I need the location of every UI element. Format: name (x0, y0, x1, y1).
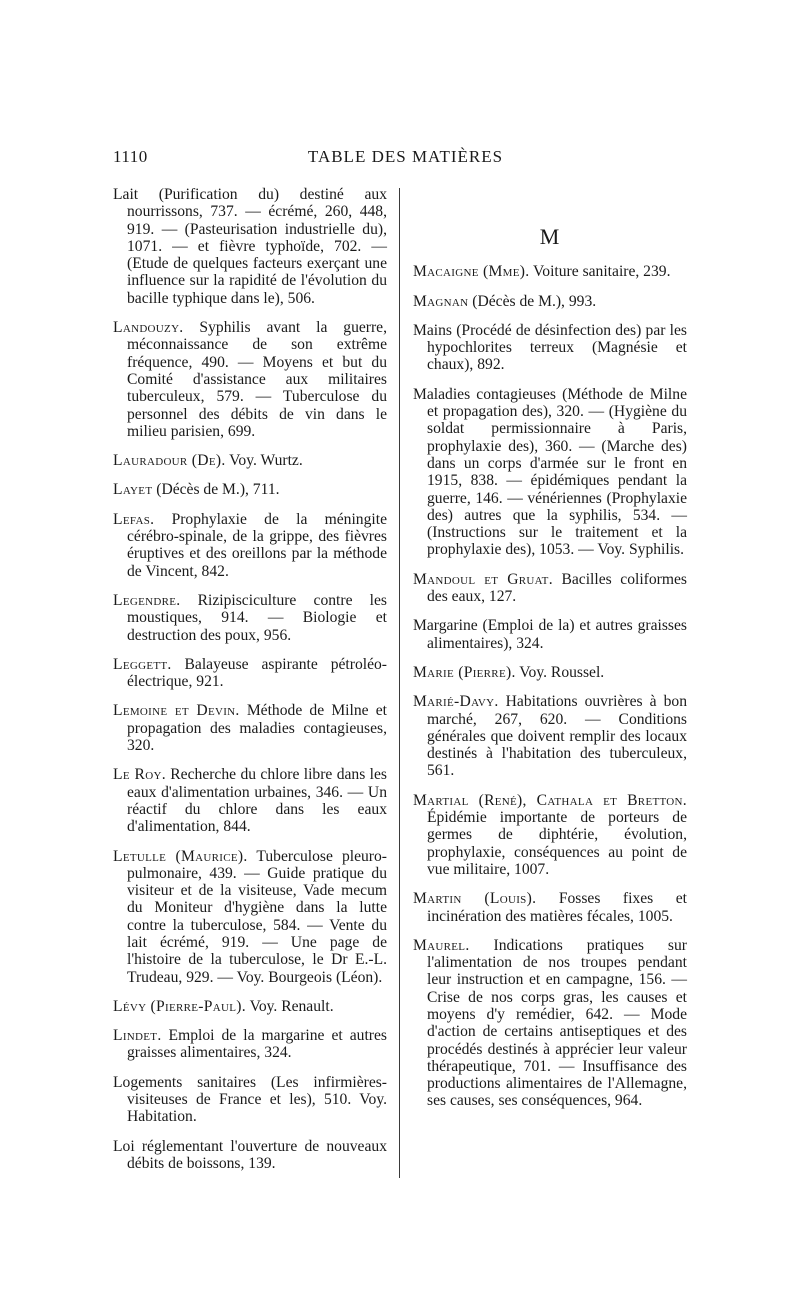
entry-headword: Maurel. (413, 936, 470, 954)
entry-headword: Mandoul et Gruat. (413, 570, 553, 588)
index-entry (113, 848, 387, 986)
entry-text: Recherche du chlore libre dans les eaux d'alimentation urbaines, 346. — Un réactif du chlore dans les eaux d'alimentation, 844. (127, 766, 387, 836)
entry-headword: Le Roy. (113, 766, 166, 784)
entry-headword: Landouzy. (113, 319, 184, 337)
entry-text: Loi réglementant l'ouverture de nouveaux débits de boissons, 139. (113, 1137, 387, 1172)
left-column (113, 186, 387, 1184)
index-entry (113, 702, 387, 754)
entry-text: Épidémie importante de porteurs de germes de diphtérie, évolution, prophylaxie, conséquences au point de vue militaire, 1007. (427, 809, 687, 878)
index-entry (413, 693, 687, 779)
entry-headword: Marie (Pierre). (413, 663, 516, 681)
entry-text: Habitations ouvrières à bon marché, 267, 620. — Conditions générales que doivent remplir des locaux destinés à l'habitation des tuberculeux, 561. (427, 693, 687, 780)
index-entry (413, 617, 687, 652)
entry-headword: Martin (Louis). (413, 890, 537, 908)
entry-text: Indications pratiques sur l'alimentation de nos troupes pendant leur instruction et en campagne, 156. — Crise de nos corps gras, les causes et moyens d'y remédier, 642. — Mode d'action de certains antiseptiques et des procédés destinés à apprécier leur valeur thérapeutique, 701. — Insuffisance des productions alimentaires de l'Allemagne, ses causes, ses conséquences, 964. (427, 936, 687, 1110)
entry-text: Tuberculose pleuro-pulmonaire, 439. — Guide pratique du visiteur et de la visiteuse, Vade mecum du Moniteur d'hygiène dans la lutte contre la tuberculose, 584. — Vente du lait écrémé, 919. — Une page de l'histoire de la tuberculose, le Dr E.-L. Trudeau, 929. — Voy. Bourgeois (Léon). (127, 847, 387, 986)
entry-text: Voy. Renault. (249, 997, 334, 1015)
entry-text: (Décès de M.), 711. (156, 481, 280, 499)
index-entry (113, 511, 387, 580)
index-entry (113, 319, 387, 440)
right-column (413, 224, 687, 1122)
entry-headword: Lévy (Pierre-Paul). (113, 997, 246, 1015)
entry-headword: Lindet. (113, 1027, 162, 1045)
entry-text: Margarine (Emploi de la) et autres graisses alimentaires), 324. (413, 617, 687, 652)
entry-text: Mains (Procédé de désinfection des) par les hypochlorites terreux (Magnésie et chaux), 892. (413, 321, 687, 374)
index-entry (113, 766, 387, 835)
entry-headword: Lemoine et Devin. (113, 702, 240, 720)
entry-headword: Lefas. (113, 510, 155, 528)
entry-headword: Martial (René), Cathala et Bretton. (413, 791, 687, 809)
section-letter: M (539, 224, 561, 249)
index-entry (413, 386, 687, 559)
column-divider (399, 188, 400, 1178)
entry-text: Maladies contagieuses (Méthode de Milne et propagation des), 320. — (Hygiène du soldat permissionnaire à Paris, prophylaxie des), 360. — (Marche des) dans un corps d'armée sur le front en 1915, 838. — épidémiques pendant la guerre, 146. — vénériennes (Prophylaxie des) autres que la syphilis, 534. — (Instructions sur le traitement et la prophylaxie des), 1053. — Voy. Syphilis. (413, 385, 687, 559)
entry-headword: Letulle (Maurice). (113, 847, 248, 865)
index-entry (113, 998, 387, 1015)
entry-text: Bacilles coliformes des eaux, 127. (427, 570, 687, 606)
entry-text: Voy. Roussel. (519, 663, 605, 681)
entry-text: Emploi de la margarine et autres graisses alimentaires, 324. (127, 1027, 387, 1062)
entry-headword: Legendre. (113, 591, 181, 609)
page-header (113, 147, 698, 177)
index-entry (413, 792, 687, 878)
entry-headword: Layet (113, 481, 153, 499)
index-entry (113, 1138, 387, 1173)
entry-headword: Macaigne (Mme). (413, 263, 530, 281)
index-entry (113, 481, 387, 498)
entry-headword: Lauradour (De). (113, 452, 226, 470)
entry-text: Logements sanitaires (Les infirmières-visiteuses de France et les), 510. Voy. Habitation. (113, 1073, 387, 1126)
page-number: 1110 (113, 147, 148, 166)
index-entry (413, 937, 687, 1110)
entry-text: Rizipisciculture contre les moustiques, 914. — Biologie et destruction des poux, 956. (127, 591, 387, 644)
entry-text: Voy. Wurtz. (229, 452, 303, 470)
running-title: TABLE DES MATIÈRES (307, 147, 504, 166)
entry-text: Voiture sanitaire, 239. (533, 263, 671, 281)
entry-text: Syphilis avant la guerre, méconnaissance de son extrême fréquence, 490. — Moyens et but du Comité d'assistance aux militaires tuberculeux, 579. — Tuberculose du personnel des débits de vin dans le milieu parisien, 699. (127, 319, 387, 440)
index-entry (413, 263, 687, 280)
entry-text: Lait (Purification du) destiné aux nourrissons, 737. — écrémé, 260, 448, 919. — (Pasteurisation industrielle du), 1071. — et fièvre typhoïde, 702. — (Etude de quelques facteurs exerçant une influence sur la rapidité de l'évolution du bacille typhique dans le), 506. (113, 186, 387, 307)
entry-text: (Décès de M.), 993. (472, 292, 597, 310)
index-entry (413, 664, 687, 681)
index-entry (113, 1027, 387, 1062)
index-entry (113, 592, 387, 644)
entry-headword: Leggett. (113, 655, 172, 673)
entry-headword: Marié-Davy. (413, 693, 499, 711)
index-entry (113, 452, 387, 469)
index-entry (413, 890, 687, 925)
index-entry (113, 656, 387, 691)
index-entry (113, 186, 387, 307)
index-entry (113, 1074, 387, 1126)
entry-text: Fosses fixes et incinération des matières fécales, 1005. (427, 890, 687, 925)
index-entry (413, 322, 687, 374)
index-entry (413, 293, 687, 310)
index-entry (413, 571, 687, 606)
entry-text: Méthode de Milne et propagation des maladies contagieuses, 320. (127, 702, 387, 755)
entry-text: Prophylaxie de la méningite cérébro-spinale, de la grippe, des fièvres éruptives et des oreillons par la méthode de Vincent, 842. (127, 510, 387, 580)
entry-text: Balayeuse aspirante pétroléo-électrique, 921. (127, 655, 387, 691)
entry-headword: Magnan (413, 292, 469, 310)
